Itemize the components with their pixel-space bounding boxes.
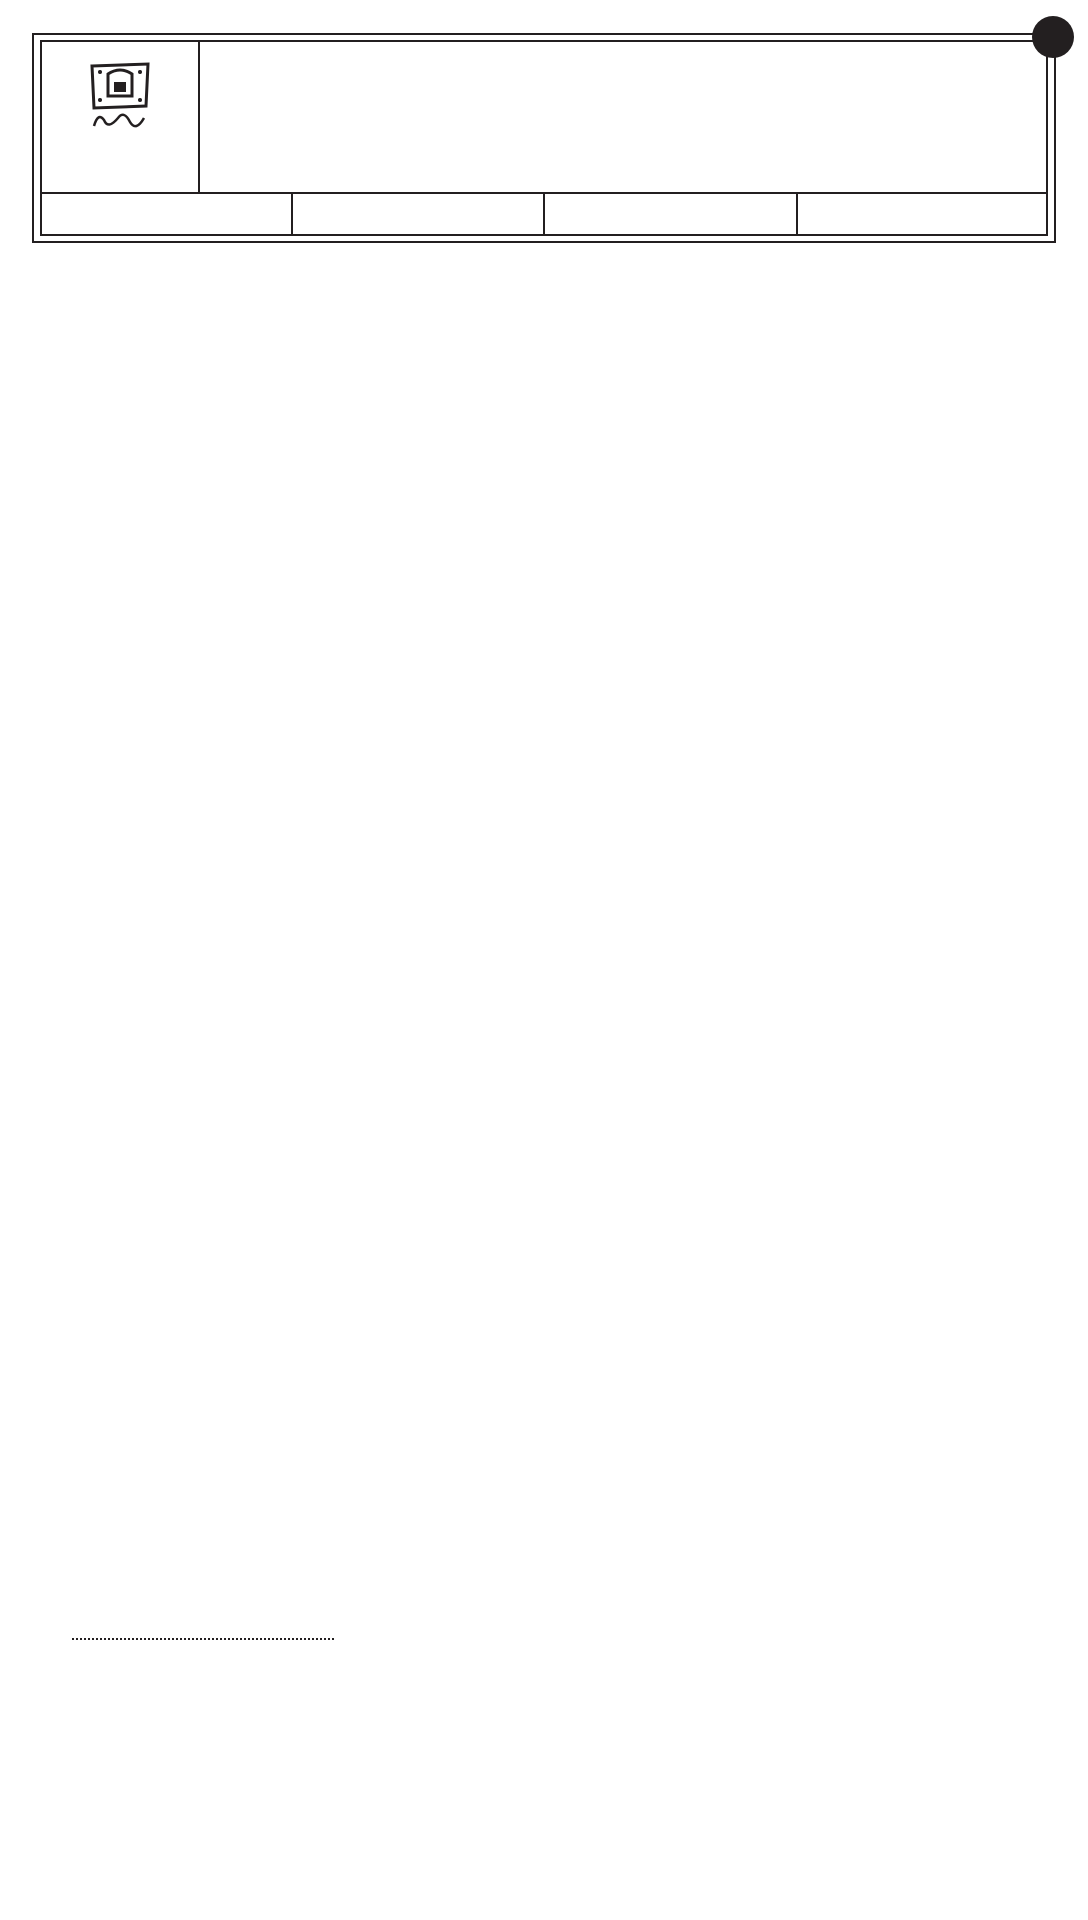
item-row — [72, 1682, 334, 1694]
menu-item[interactable] — [72, 714, 334, 742]
menu-item[interactable] — [756, 900, 1016, 912]
option-label — [72, 1188, 75, 1198]
menu-item[interactable] — [414, 1408, 676, 1450]
option-label — [414, 1292, 417, 1302]
option-label — [72, 1346, 75, 1356]
menu-item[interactable] — [756, 322, 1016, 334]
item-description — [414, 1132, 676, 1188]
menu-item[interactable] — [72, 1766, 334, 1778]
menu-item[interactable] — [72, 1236, 334, 1250]
item-name-wrap — [72, 1610, 75, 1622]
language-button[interactable] — [1032, 16, 1074, 58]
item-row — [72, 326, 334, 338]
menu-item[interactable] — [414, 556, 676, 584]
item-description — [72, 1076, 334, 1104]
item-name-wrap — [72, 1766, 75, 1778]
menu-item[interactable] — [414, 1712, 676, 1740]
menu-option[interactable] — [72, 1328, 334, 1338]
menu-item[interactable] — [414, 1310, 676, 1366]
menu-option[interactable] — [72, 828, 334, 838]
item-row — [756, 984, 1016, 996]
menu-item[interactable] — [756, 630, 1016, 642]
item-description — [72, 412, 334, 440]
item-row — [756, 900, 1016, 912]
item-row — [756, 574, 1016, 586]
item-row — [414, 1840, 676, 1852]
item-description — [414, 792, 676, 820]
menu-item[interactable] — [756, 518, 1016, 530]
option-label — [72, 462, 75, 472]
menu-item[interactable] — [756, 816, 1016, 828]
menu-item[interactable] — [756, 872, 1016, 884]
item-name-wrap — [756, 956, 759, 968]
item-name-wrap — [756, 984, 759, 996]
menu-item[interactable] — [414, 1132, 676, 1188]
value-authenticity — [798, 194, 1049, 236]
menu-item[interactable] — [756, 956, 1016, 968]
item-description — [72, 484, 334, 540]
menu-item[interactable] — [72, 484, 334, 540]
menu-item[interactable] — [414, 1032, 676, 1044]
menu-item[interactable] — [72, 1710, 334, 1722]
menu-item[interactable] — [414, 1472, 676, 1514]
item-description — [72, 766, 334, 780]
option-label — [72, 1206, 75, 1216]
menu-item[interactable] — [72, 1554, 334, 1566]
item-description — [414, 1212, 676, 1268]
item-name-wrap — [414, 1814, 417, 1826]
item-row — [756, 816, 1016, 828]
item-description — [72, 620, 334, 634]
option-label — [72, 1310, 75, 1320]
option-label — [414, 342, 417, 352]
item-name-wrap — [72, 1822, 75, 1834]
menu-option[interactable] — [414, 1292, 676, 1302]
menu-item[interactable] — [756, 984, 1016, 996]
option-label — [414, 434, 417, 444]
menu-option[interactable] — [72, 848, 334, 858]
menu-item[interactable] — [72, 566, 334, 594]
item-name-wrap — [756, 816, 759, 828]
item-name-wrap — [414, 1762, 417, 1774]
menu-item[interactable] — [414, 1538, 676, 1580]
item-name-wrap — [756, 872, 759, 884]
value-quality — [40, 194, 293, 236]
menu-item[interactable] — [414, 1866, 676, 1878]
dotted-divider — [72, 1638, 334, 1640]
menu-option[interactable] — [72, 1188, 334, 1198]
item-name-wrap — [72, 1526, 75, 1538]
menu-item[interactable] — [414, 506, 676, 534]
menu-item[interactable] — [414, 1054, 676, 1066]
item-name-wrap — [756, 350, 759, 362]
menu-item[interactable] — [72, 1582, 334, 1594]
item-row — [756, 630, 1016, 642]
item-row — [72, 1582, 334, 1594]
item-name-wrap — [414, 1788, 417, 1800]
item-name-wrap — [756, 546, 759, 558]
menu-item[interactable] — [756, 546, 1016, 558]
item-row — [756, 378, 1016, 390]
menu-item[interactable] — [72, 1064, 334, 1104]
option-label — [414, 1388, 417, 1398]
bread-logo-icon — [84, 60, 156, 140]
item-name-wrap — [414, 1866, 417, 1878]
option-label — [72, 1382, 75, 1392]
menu-item[interactable] — [414, 1788, 676, 1800]
menu-item[interactable] — [756, 490, 1016, 502]
item-row — [414, 1866, 676, 1878]
menu-item[interactable] — [72, 886, 334, 914]
menu-option[interactable] — [414, 416, 676, 426]
item-row — [72, 1610, 334, 1622]
menu-option[interactable] — [414, 1388, 676, 1398]
option-label — [414, 416, 417, 426]
logo — [40, 40, 200, 192]
menu-item[interactable] — [414, 1604, 676, 1632]
menu-item[interactable] — [72, 1134, 334, 1146]
item-description — [414, 1472, 676, 1514]
item-row — [414, 1814, 676, 1826]
values-row — [40, 192, 1048, 236]
option-label — [756, 764, 759, 774]
menu-item[interactable] — [756, 928, 1016, 940]
item-row — [756, 350, 1016, 362]
item-description — [72, 714, 334, 742]
item-description — [414, 742, 676, 770]
menu-item[interactable] — [72, 1526, 334, 1538]
item-description — [414, 368, 676, 396]
menu-option[interactable] — [72, 1346, 334, 1356]
item-row — [72, 1794, 334, 1806]
menu-item[interactable] — [414, 844, 676, 858]
menu-item[interactable] — [414, 1840, 676, 1852]
menu-item[interactable] — [756, 462, 1016, 474]
item-row — [414, 1762, 676, 1774]
menu-item[interactable] — [414, 960, 676, 974]
item-row — [414, 1054, 676, 1066]
footnotes — [762, 1788, 972, 1792]
item-description — [414, 606, 676, 634]
item-name-wrap — [756, 406, 759, 418]
menu-item[interactable] — [72, 326, 334, 366]
menu-item[interactable] — [72, 1738, 334, 1750]
item-description — [414, 844, 676, 858]
item-name-wrap — [756, 462, 759, 474]
menu-option[interactable] — [72, 462, 334, 472]
item-row — [72, 1554, 334, 1566]
menu-item[interactable] — [756, 602, 1016, 614]
item-name-wrap — [72, 1710, 75, 1722]
value-conviviality — [545, 194, 798, 236]
item-name-wrap — [72, 1582, 75, 1594]
item-name-wrap — [756, 900, 759, 912]
item-row — [756, 956, 1016, 968]
item-description — [72, 338, 334, 366]
item-name-wrap — [414, 1054, 417, 1066]
item-name-wrap — [72, 1554, 75, 1566]
option-label — [72, 848, 75, 858]
value-simplicity — [293, 194, 546, 236]
item-description — [414, 1712, 676, 1740]
item-row — [756, 434, 1016, 446]
item-row — [756, 490, 1016, 502]
option-label — [72, 1364, 75, 1374]
item-name-wrap — [414, 1840, 417, 1852]
menu-item[interactable] — [72, 1610, 334, 1622]
menu-item[interactable] — [756, 574, 1016, 586]
menu-option[interactable] — [72, 1310, 334, 1320]
menu-item[interactable] — [756, 378, 1016, 390]
item-row — [72, 1134, 334, 1146]
item-name-wrap — [756, 928, 759, 940]
item-name-wrap — [72, 1682, 75, 1694]
item-row — [72, 1498, 334, 1510]
item-description — [414, 1604, 676, 1632]
item-description — [72, 566, 334, 594]
item-row — [756, 928, 1016, 940]
menu-item[interactable] — [414, 792, 676, 820]
item-row — [72, 1064, 334, 1076]
item-description — [72, 1236, 334, 1250]
menu-item[interactable] — [72, 1794, 334, 1806]
menu-item[interactable] — [72, 1682, 334, 1694]
item-description — [414, 996, 676, 1010]
item-name-wrap — [72, 1794, 75, 1806]
menu-title — [200, 40, 1048, 192]
item-name-wrap — [756, 434, 759, 446]
item-row — [756, 602, 1016, 614]
menu-item[interactable] — [756, 350, 1016, 362]
option-label — [72, 828, 75, 838]
menu-item[interactable] — [414, 1212, 676, 1268]
menu-item[interactable] — [72, 1498, 334, 1510]
item-description — [414, 556, 676, 584]
item-name-wrap — [756, 490, 759, 502]
menu-item[interactable] — [72, 766, 334, 780]
item-row — [756, 844, 1016, 856]
item-description — [72, 886, 334, 914]
menu-option[interactable] — [72, 1382, 334, 1392]
item-name-wrap — [756, 518, 759, 530]
item-description — [414, 960, 676, 974]
item-row — [72, 1822, 334, 1834]
item-name-wrap — [72, 1738, 75, 1750]
item-description — [414, 1538, 676, 1580]
item-name-wrap — [756, 322, 759, 334]
menu-item[interactable] — [414, 996, 676, 1010]
item-row — [414, 1788, 676, 1800]
item-row — [72, 1526, 334, 1538]
item-row — [414, 1032, 676, 1044]
item-name-wrap — [72, 1498, 75, 1510]
menu-item[interactable] — [756, 434, 1016, 446]
item-description — [414, 456, 676, 484]
item-name-wrap — [756, 844, 759, 856]
item-description — [414, 1310, 676, 1366]
menu-item[interactable] — [756, 844, 1016, 856]
item-row — [756, 546, 1016, 558]
menu-item[interactable] — [414, 456, 676, 484]
menu-item[interactable] — [414, 1762, 676, 1774]
menu-item[interactable] — [414, 742, 676, 770]
item-name-wrap — [756, 602, 759, 614]
menu-option[interactable] — [72, 1364, 334, 1374]
menu-item[interactable] — [414, 1814, 676, 1826]
menu-option[interactable] — [72, 1206, 334, 1216]
item-name-wrap — [756, 574, 759, 586]
option-label — [72, 1328, 75, 1338]
menu-item[interactable] — [72, 1822, 334, 1834]
item-row — [756, 406, 1016, 418]
menu-option[interactable] — [756, 764, 1016, 774]
menu-item[interactable] — [414, 606, 676, 634]
item-row — [756, 322, 1016, 334]
menu-item[interactable] — [72, 620, 334, 634]
menu-option[interactable] — [72, 390, 334, 400]
item-name-wrap — [72, 1134, 75, 1146]
menu-item[interactable] — [72, 412, 334, 440]
menu-item[interactable] — [414, 368, 676, 396]
item-row — [72, 1766, 334, 1778]
item-name-wrap — [756, 378, 759, 390]
item-description — [414, 506, 676, 534]
menu-item[interactable] — [756, 406, 1016, 418]
item-row — [756, 462, 1016, 474]
item-row — [756, 518, 1016, 530]
item-name-wrap — [414, 1032, 417, 1044]
item-name-wrap — [756, 630, 759, 642]
item-row — [72, 1710, 334, 1722]
option-label — [72, 390, 75, 400]
menu-option[interactable] — [414, 342, 676, 352]
menu-option[interactable] — [414, 434, 676, 444]
item-row — [72, 1738, 334, 1750]
item-description — [414, 1408, 676, 1450]
item-row — [756, 872, 1016, 884]
